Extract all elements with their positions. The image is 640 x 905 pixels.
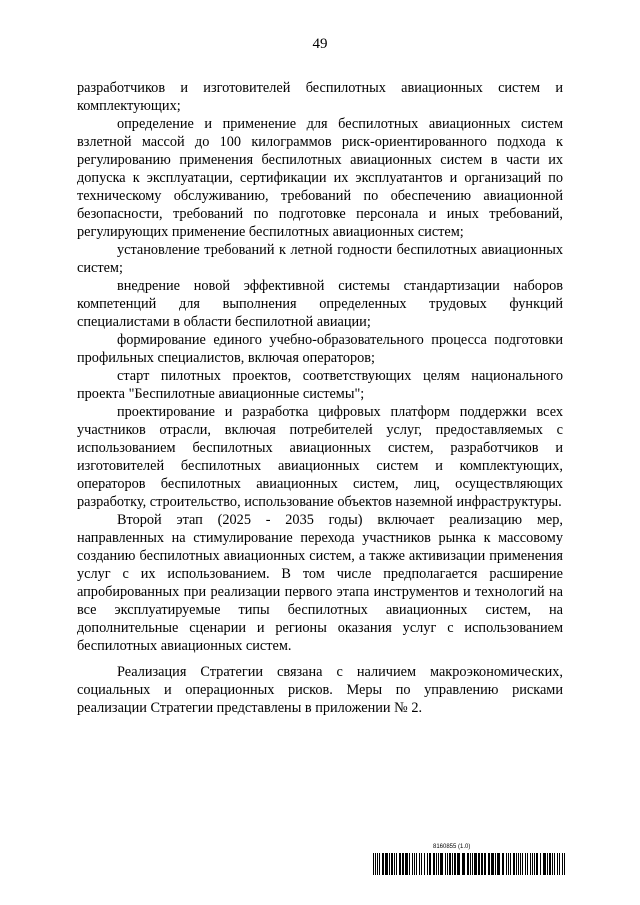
paragraph-5: формирование единого учебно-образовательного процесса подготовки профильных специалистов, включая операторов; [77,332,563,366]
barcode-icon [373,853,569,875]
paragraph-9: Реализация Стратегии связана с наличием макроэкономических, социальных и операционных рисков. Меры по управлению рисками реализации Стратегии представлены в приложении № 2. [77,664,563,716]
document-code: 8160855 (1.0) [433,844,471,850]
paragraph-8: Второй этап (2025 - 2035 годы) включает реализацию мер, направленных на стимулирование перехода участников рынка к массовому созданию беспилотных авиационных систем, а также активизации применения услуг с их использованием. В том числе предполагается расширение апробированных при реализации первого этапа инструментов и технологий на все эксплуатируемые типы беспилотных авиационных систем, на дополнительные сценарии и регионы оказания услуг с использованием беспилотных авиационных систем. [77,512,563,654]
document-body [77,79,563,717]
paragraph-2: определение и применение для беспилотных авиационных систем взлетной массой до 100 килограммов риск-ориентированного подхода к регулированию применения беспилотных авиационных систем в части их допуска к эксплуатации, сертификации их эксплуатантов и организаций по техническому обслуживанию, требований по обеспечению авиационной безопасности, требований по подготовке персонала и иных требований, регулирующих применение беспилотных авиационных систем; [77,116,563,240]
document-footer [373,844,569,875]
paragraph-6: старт пилотных проектов, соответствующих целям национального проекта "Беспилотные авиационные системы"; [77,368,563,402]
page-number: 49 [312,36,328,52]
paragraph-3: установление требований к летной годности беспилотных авиационных систем; [77,242,563,276]
paragraph-7: проектирование и разработка цифровых платформ поддержки всех участников отрасли, включая потребителей услуг, предоставляемых с использованием беспилотных авиационных систем, разработчиков и изготовителей беспилотных авиационных систем и комплектующих, операторов беспилотных авиационных систем, лиц, осуществляющих разработку, строительство, использование объектов наземной инфраструктуры. [77,404,563,510]
paragraph-4: внедрение новой эффективной системы стандартизации наборов компетенций для выполнения определенных трудовых функций специалистами в области беспилотной авиации; [77,278,563,330]
paragraph-1: разработчиков и изготовителей беспилотных авиационных систем и комплектующих; [77,80,563,114]
